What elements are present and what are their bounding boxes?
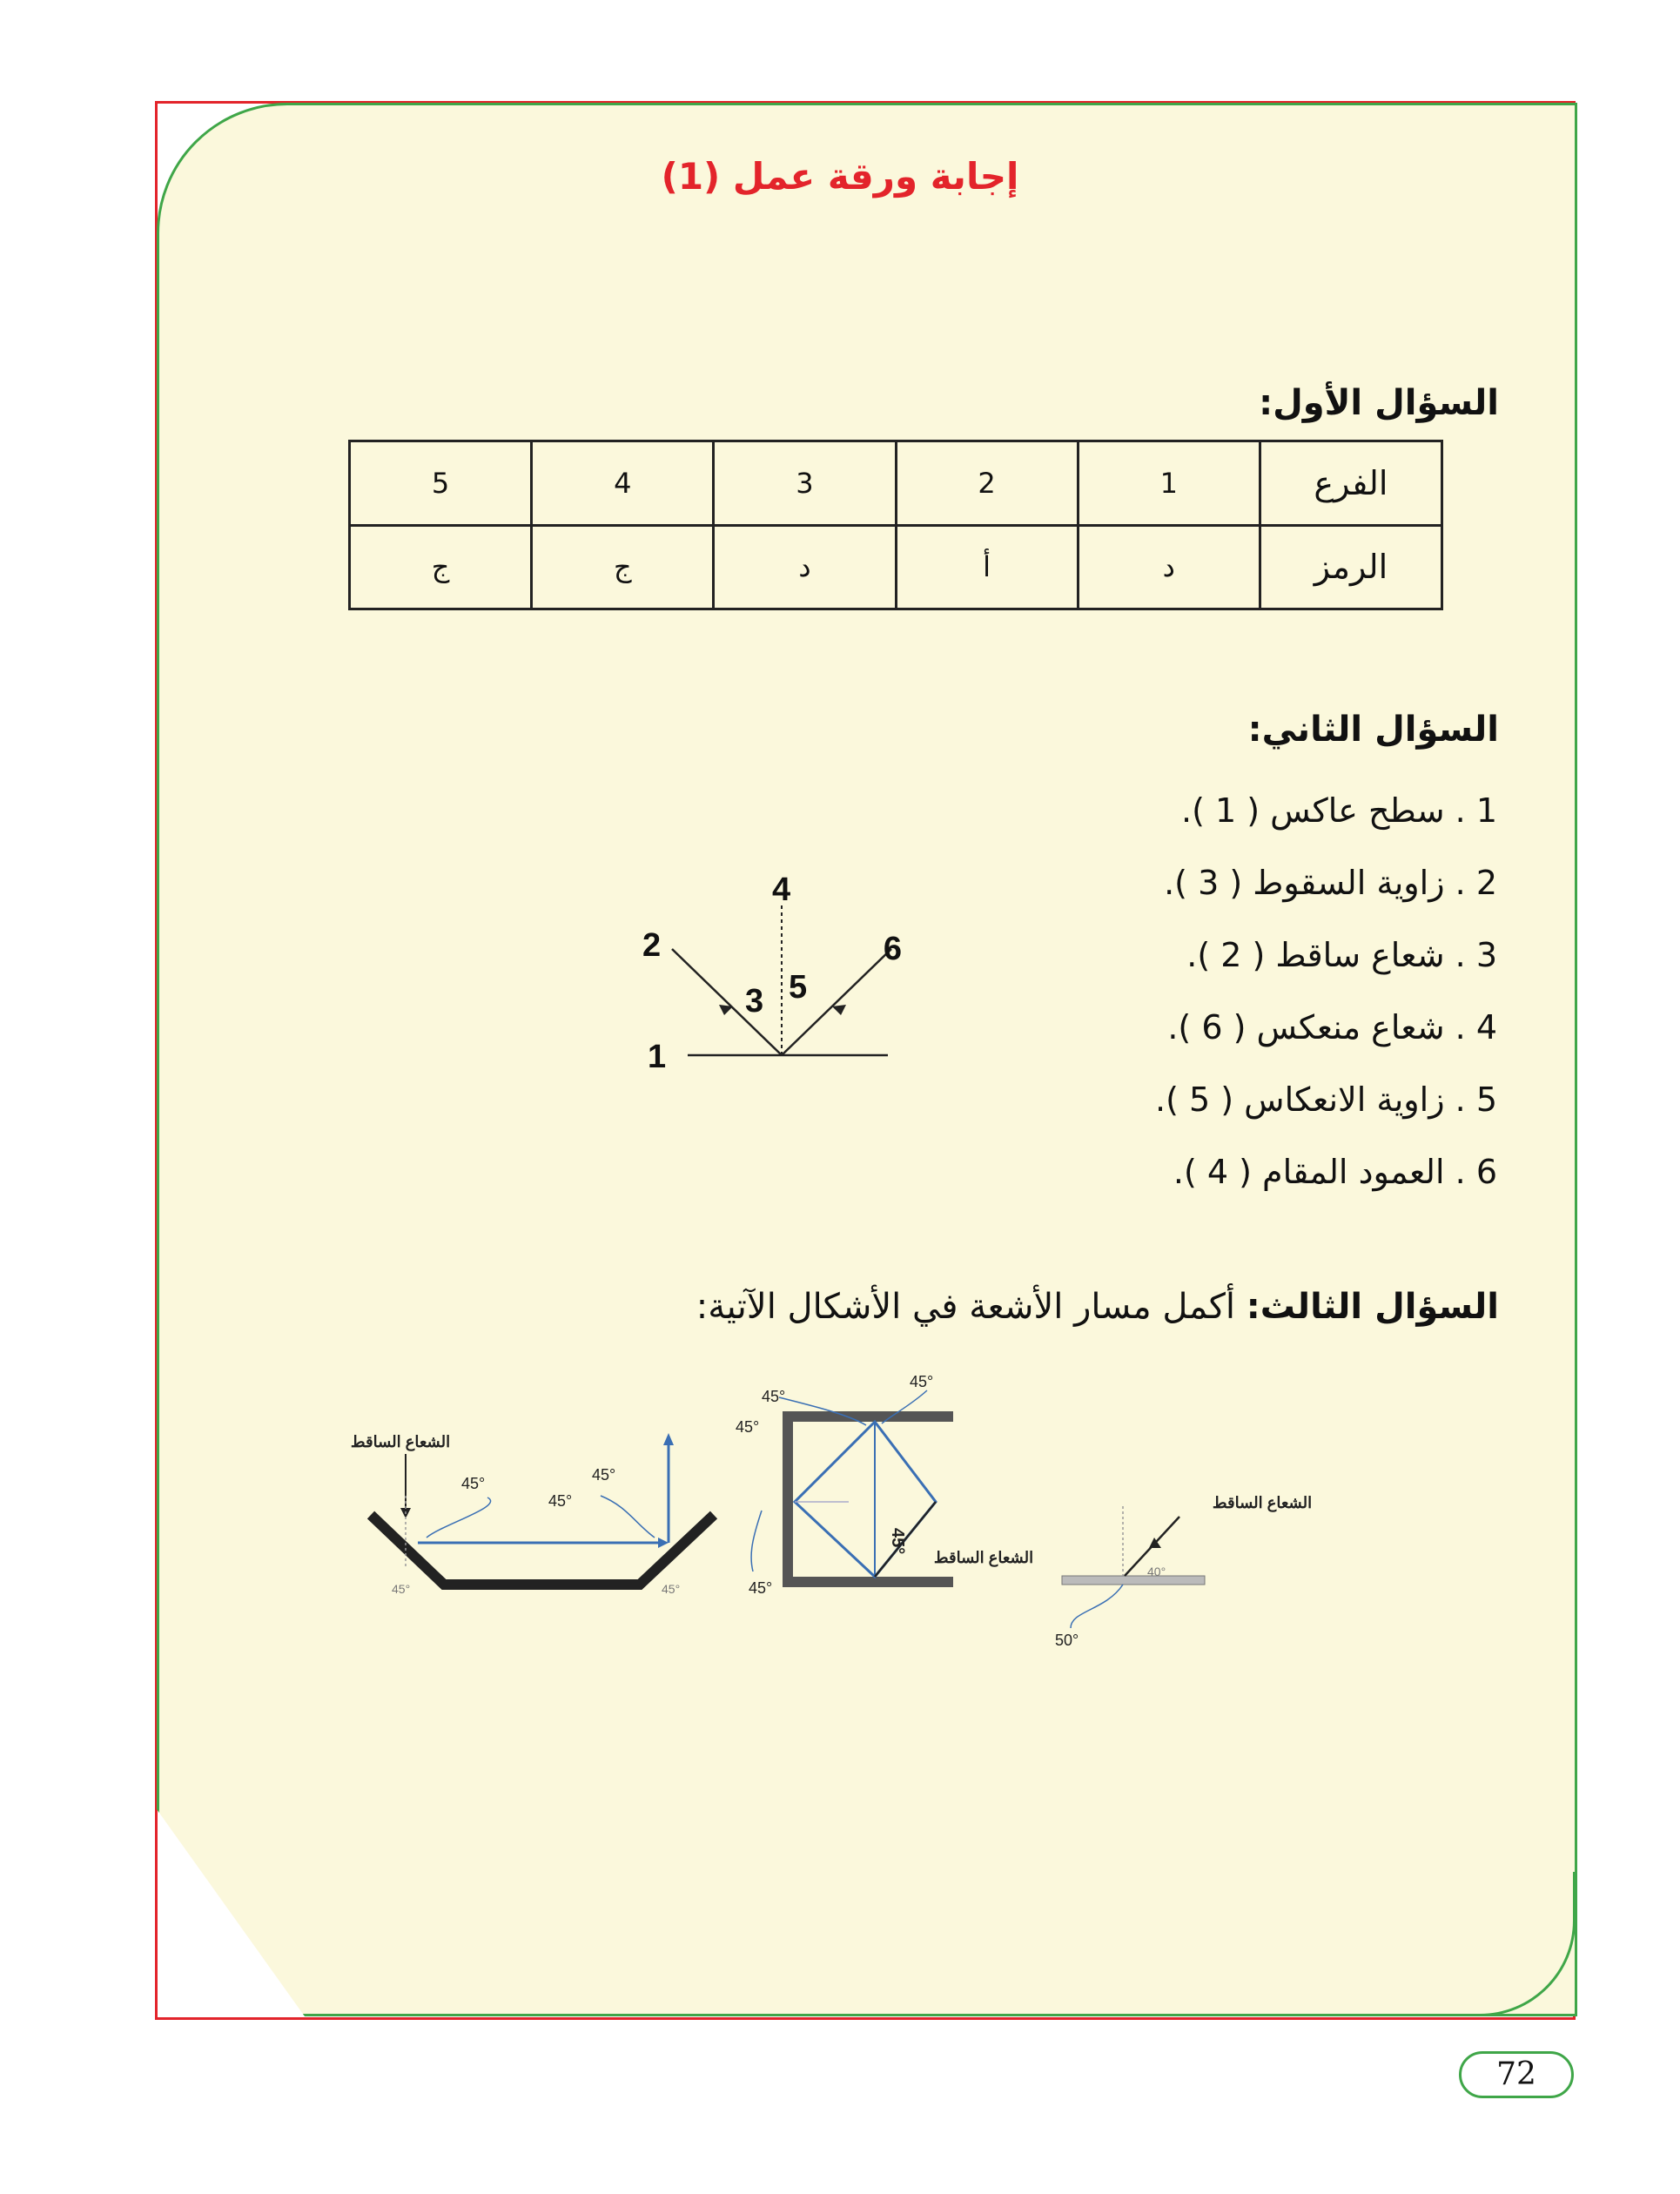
label-6: 6	[883, 931, 902, 967]
label-2: 2	[642, 927, 662, 964]
list-item: 5 . زاوية الانعكاس ( 5 ).	[1155, 1080, 1497, 1119]
q1-heading: السؤال الأول:	[1259, 383, 1499, 423]
incident-arrow-icon	[719, 1005, 733, 1015]
q2-heading: السؤال الثاني:	[1247, 710, 1499, 750]
label-1: 1	[648, 1039, 667, 1075]
table-cell: 5	[350, 441, 532, 526]
page-number: 72	[1459, 2051, 1574, 2098]
reflection-diagram	[627, 862, 905, 1088]
q3-heading	[696, 1287, 1499, 1327]
angle-label: 45°	[548, 1492, 573, 1510]
incident-ray-label: الشعاع الساقط	[933, 1549, 1034, 1566]
table-cell: ج	[350, 525, 532, 609]
table-row	[350, 441, 1442, 526]
list-item: 3 . شعاع ساقط ( 2 ).	[1186, 936, 1497, 974]
angle-label: 45°	[749, 1579, 773, 1597]
table-header-branch: الفرع	[1260, 441, 1441, 526]
table-cell: د	[1078, 525, 1260, 609]
arrow-right-icon	[658, 1538, 669, 1548]
angle-label-small: 40°	[1147, 1565, 1166, 1578]
angle-label: 45°	[736, 1418, 760, 1436]
angle-label: 45°	[910, 1373, 934, 1390]
reflected-arrow-icon	[832, 1005, 846, 1015]
q3-heading-instruction: أكمل مسار الأشعة في الأشكال الآتية:	[696, 1287, 1247, 1327]
incident-ray-label: الشعاع الساقط	[1212, 1494, 1313, 1511]
list-item: 1 . سطح عاكس ( 1 ).	[1181, 791, 1497, 830]
label-4: 4	[772, 872, 791, 908]
table-row	[350, 525, 1442, 609]
table-cell: أ	[896, 525, 1078, 609]
angle-label: 50°	[1055, 1632, 1079, 1649]
angle-label: 45°	[888, 1528, 907, 1555]
figure-trough	[339, 1428, 731, 1602]
table-header-symbol: الرمز	[1260, 525, 1441, 609]
list-item: 4 . شعاع منعكس ( 6 ).	[1167, 1008, 1497, 1047]
q3-heading-label: السؤال الثالث:	[1246, 1287, 1499, 1327]
flat-mirror	[1062, 1576, 1205, 1585]
angle-label-small: 45°	[662, 1582, 681, 1596]
angle-pointer	[427, 1497, 491, 1538]
table-cell: د	[714, 525, 896, 609]
ray-path	[795, 1422, 936, 1577]
table-cell: ج	[532, 525, 714, 609]
table-cell: 4	[532, 441, 714, 526]
label-5: 5	[789, 969, 808, 1006]
incident-ray-label: الشعاع الساقط	[350, 1433, 451, 1450]
list-item: 6 . العمود المقام ( 4 ).	[1173, 1153, 1497, 1191]
incident-ray	[672, 949, 782, 1055]
angle-pointer	[751, 1511, 762, 1571]
angle-label: 45°	[592, 1466, 616, 1484]
table-cell: 2	[896, 441, 1078, 526]
angle-pointer	[1071, 1585, 1123, 1628]
trough-mirror	[371, 1515, 714, 1585]
table-cell: 3	[714, 441, 896, 526]
figure-flat-mirror	[1045, 1480, 1323, 1654]
angle-label-small: 45°	[392, 1582, 411, 1596]
figure-u-mirror	[727, 1371, 1040, 1606]
angle-label: 45°	[762, 1388, 786, 1405]
angle-pointer	[601, 1496, 655, 1538]
arrow-up-icon	[663, 1433, 674, 1445]
label-3: 3	[745, 983, 764, 1020]
table-cell: 1	[1078, 441, 1260, 526]
answers-table	[348, 440, 1443, 610]
q2-answer-list	[1155, 775, 1497, 1208]
list-item: 2 . زاوية السقوط ( 3 ).	[1164, 864, 1497, 902]
angle-label: 45°	[461, 1475, 486, 1492]
page-title: إجابة ورقة عمل (1)	[661, 155, 1019, 198]
u-mirror	[788, 1417, 953, 1582]
